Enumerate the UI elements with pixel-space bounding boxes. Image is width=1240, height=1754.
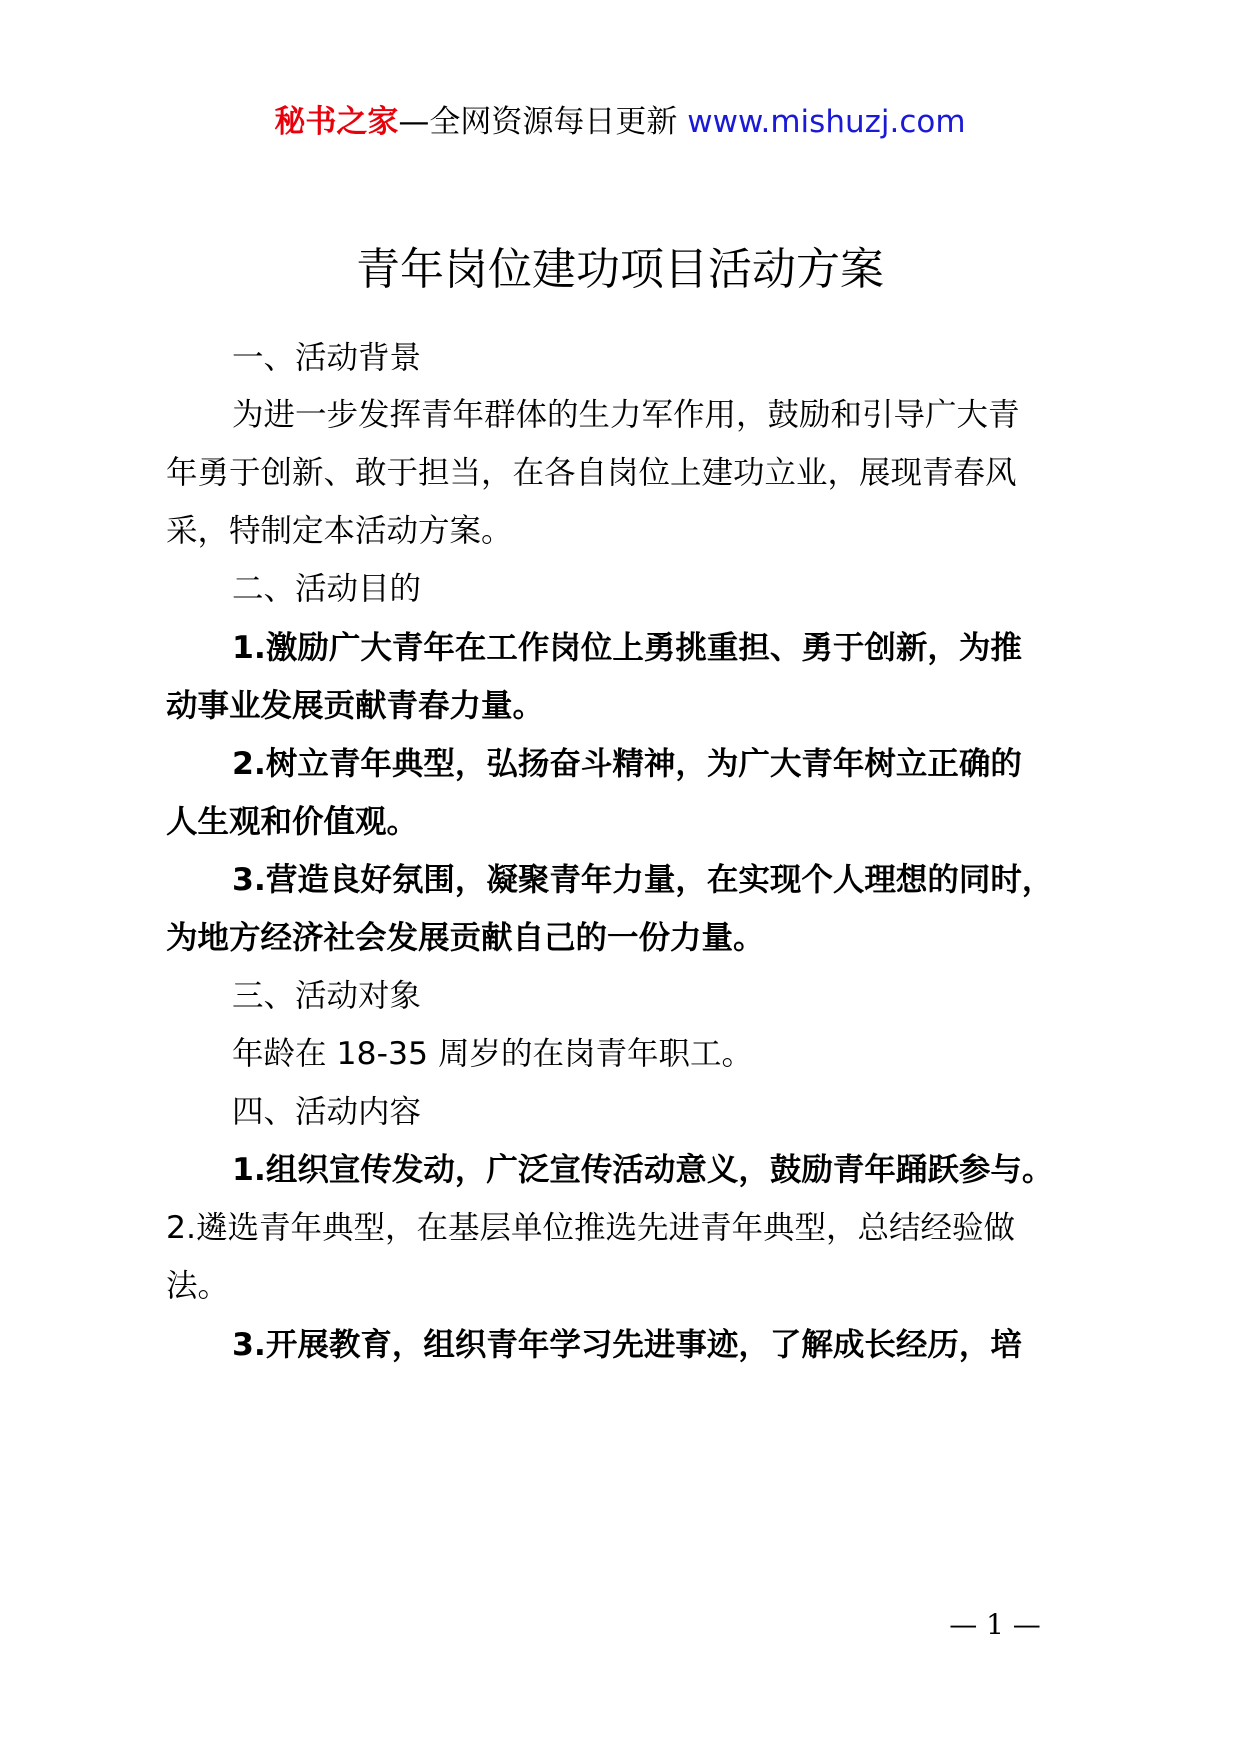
body-text-line: 为进一步发挥青年群体的生力军作用，鼓励和引导广大青 — [232, 397, 1020, 433]
body-text-line: 年勇于创新、敢于担当，在各自岗位上建功立业，展现青春风 — [166, 455, 1017, 491]
content-item-line: 2.遴选青年典型，在基层单位推选先进青年典型，总结经验做 — [166, 1210, 1016, 1246]
site-url-link[interactable]: www.mishuzj.com — [687, 104, 966, 140]
purpose-item-line: 人生观和价值观。 — [166, 804, 419, 840]
body-text-line: 采，特制定本活动方案。 — [166, 513, 513, 549]
site-header — [0, 100, 1240, 144]
purpose-item-line: 3.营造良好氛围，凝聚青年力量，在实现个人理想的同时， — [232, 862, 1054, 898]
section-heading-content: 四、活动内容 — [232, 1094, 422, 1130]
purpose-item-line: 2.树立青年典型，弘扬奋斗精神，为广大青年树立正确的 — [232, 746, 1022, 782]
purpose-item-line: 1.激励广大青年在工作岗位上勇挑重担、勇于创新，为推 — [232, 630, 1022, 666]
page-number: — 1 — — [949, 1608, 1041, 1641]
purpose-item-line: 为地方经济社会发展贡献自己的一份力量。 — [166, 920, 765, 956]
content-item-line: 法。 — [166, 1268, 230, 1304]
body-text-line: 年龄在 18-35 周岁的在岗青年职工。 — [232, 1036, 754, 1072]
section-heading-purpose: 二、活动目的 — [232, 571, 422, 607]
content-item-line: 3.开展教育，组织青年学习先进事迹，了解成长经历，培 — [232, 1327, 1022, 1363]
site-brand: 秘书之家 — [274, 104, 399, 140]
site-tagline: —全网资源每日更新 — [398, 104, 688, 140]
content-item-line: 1.组织宣传发动，广泛宣传活动意义，鼓励青年踊跃参与。 — [232, 1152, 1054, 1188]
purpose-item-line: 动事业发展贡献青春力量。 — [166, 688, 545, 724]
section-heading-target: 三、活动对象 — [232, 978, 422, 1014]
document-title: 青年岗位建功项目活动方案 — [356, 244, 884, 295]
section-heading-background: 一、活动背景 — [232, 340, 422, 376]
